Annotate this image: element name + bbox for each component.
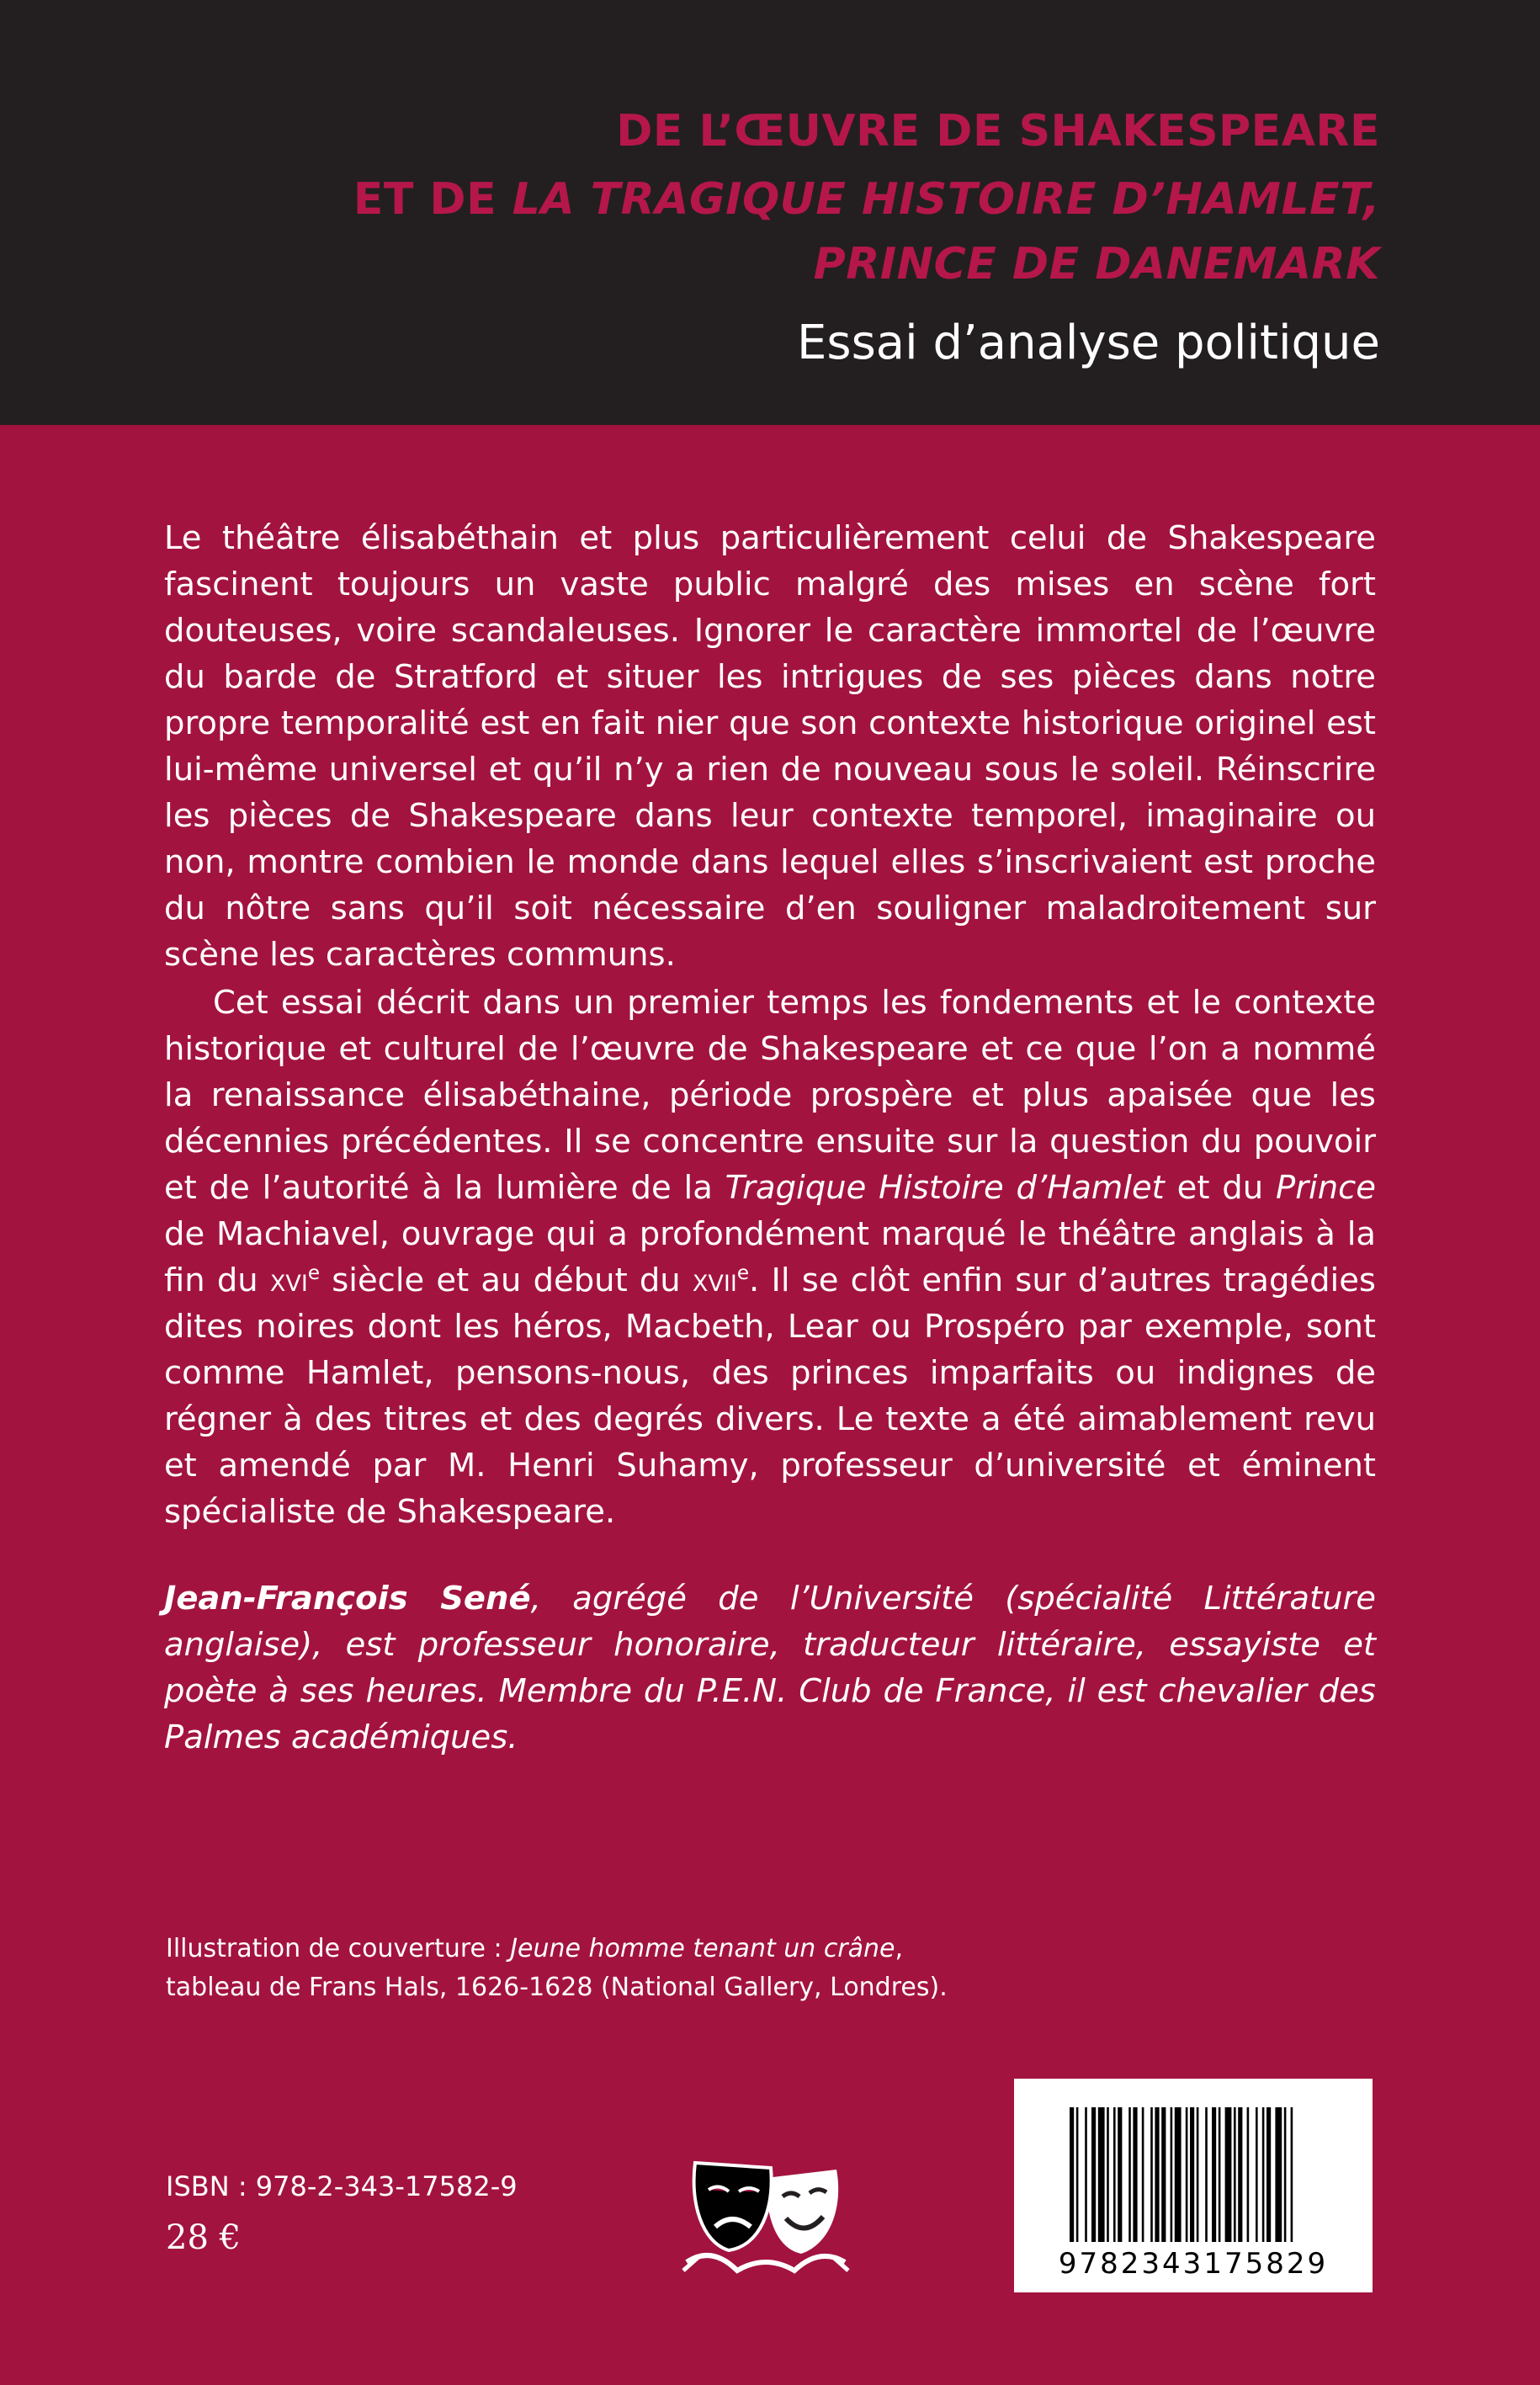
para2-text-a: Cet essai décrit dans un premier temps les fondements et le contexte historique et culturel de l’œuvre de Shakespeare et ce que l’on a nommé la renaissance élisabéthaine, période prospère et plus apaisée que les décennies précédentes. Il se concentre ensuite sur la question du pouvoir et de l’autorité à la lumière de la (164, 984, 1376, 1207)
header-band (0, 0, 1540, 425)
book-subtitle: Essai d’analyse politique (797, 316, 1380, 370)
cover-illustration-credit (166, 1930, 948, 2007)
para2-text-d: siècle et au début du (320, 1262, 693, 1299)
blurb-paragraph-1: Le théâtre élisabéthain et plus particulièrement celui de Shakespeare fascinent toujours un vaste public malgré des mises en scène fort douteuses, voire scandaleuses. Ignorer le caractère immortel de l’œuvre du barde de Stratford et situer les intrigues de ses pièces dans notre propre temporalité est en fait nier que son contexte historique originel est lui-même universel et qu’il n’y a rien de nouveau sous le soleil. Réinscrire les pièces de Shakespeare dans leur contexte temporel, imaginaire ou non, montre combien le monde dans lequel elles s’inscrivaient est proche du nôtre sans qu’il soit nécessaire d’en souligner maladroitement sur scène les caractères communs. (164, 519, 1376, 974)
para2-text-b: et du (1164, 1169, 1276, 1207)
para2-italic-prince: Prince (1275, 1169, 1376, 1207)
century-17: xvii (692, 1262, 737, 1299)
barcode-digits: 9782343175829 (1058, 2247, 1329, 2281)
para2-text-e: . Il se clôt enfin sur d’autres tragédies dites noires dont les héros, Macbeth, Lear ou Prospéro par exemple, sont comme Hamlet, pensons-nous, des princes imparfaits ou indignes de régner à des titres et des degrés divers. Le texte a été aimablement revu et amendé par M. Henri Suhamy, professeur d’université et éminent spécialiste de Shakespeare. (164, 1262, 1376, 1531)
tragedy-mask-icon (694, 2163, 772, 2250)
title-italic: LA TRAGIQUE HISTOIRE D’HAMLET, (512, 174, 1380, 225)
price: 28 € (166, 2218, 242, 2257)
credit-line-1 (166, 1930, 948, 1968)
theatre-masks-logo-icon (678, 2144, 853, 2286)
century-16-sup: e (307, 1262, 321, 1285)
barcode (1014, 2079, 1373, 2292)
credit-painting-title: Jeune homme tenant un crâne (510, 1934, 895, 1963)
title-line-3-italic: PRINCE DE DANEMARK (813, 239, 1380, 289)
book-title-line-1: DE L’ŒUVRE DE SHAKESPEARE (616, 106, 1380, 157)
blurb-paragraph-2 (164, 980, 1376, 1535)
credit-line-2: tableau de Frans Hals, 1626-1628 (National Gallery, Londres). (166, 1973, 948, 2002)
author-bio (164, 1575, 1376, 1761)
para2-italic-hamlet: Tragique Histoire d’Hamlet (725, 1169, 1165, 1207)
credit-comma: , (895, 1934, 904, 1963)
author-bio-text: , agrégé de l’Université (spécialité Littérature anglaise), est professeur honoraire, traducteur littéraire, essayiste et poète à ses heures. Membre du P.E.N. Club de France, il est chevalier des Palmes académiques. (164, 1580, 1376, 1756)
book-title-line-2 (353, 174, 1380, 225)
comedy-mask-icon (766, 2170, 838, 2254)
century-16: xvi (269, 1262, 308, 1299)
author-name: Jean-François Sené (164, 1580, 531, 1617)
para2-text-c: de Machiavel, ouvrage qui a profondément marqué le théâtre anglais à la fin du (164, 1215, 1376, 1299)
book-title-line-3 (814, 239, 1380, 289)
isbn: ISBN : 978-2-343-17582-9 (166, 2170, 518, 2202)
title-prefix: ET DE (353, 174, 512, 225)
credit-prefix: Illustration de couverture : (166, 1934, 511, 1963)
barcode-bars (1014, 2079, 1373, 2247)
century-17-sup: e (736, 1262, 750, 1285)
